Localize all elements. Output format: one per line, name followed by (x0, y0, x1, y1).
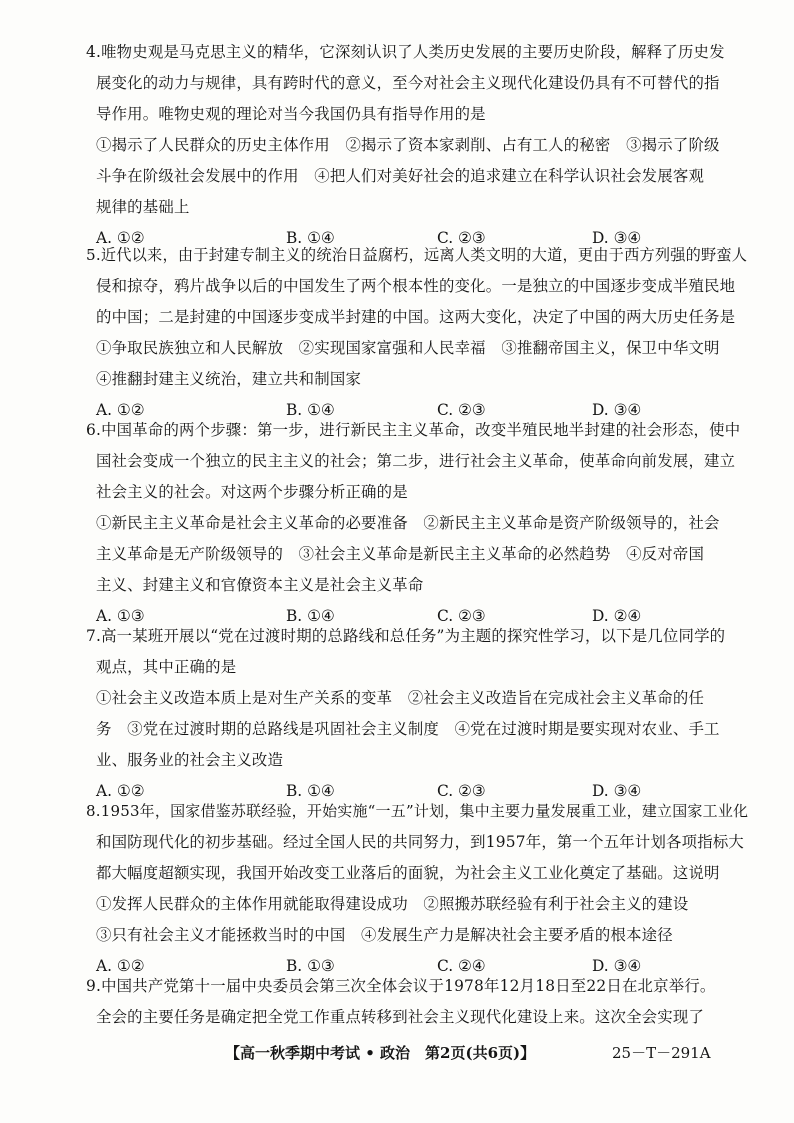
question-text-line: 展变化的动力与规律，具有跨时代的意义，至今对社会主义现代化建设仍具有不可替代的指 (96, 74, 720, 92)
question-text-line: 主义革命是无产阶级领导的 ③社会主义革命是新民主主义革命的必然趋势 ④反对帝国 (96, 545, 705, 563)
question-text-line: 侵和掠夺，鸦片战争以后的中国发生了两个根本性的变化。一是独立的中国逐步变成半殖民地 (96, 277, 736, 295)
answer-option: A. ①② (96, 229, 145, 247)
question-stem: 5.近代以来，由于封建专制主义的统治日益腐朽，远离人类文明的大道，更由于西方列强的野蛮人 (86, 246, 748, 264)
answer-option: C. ②④ (437, 957, 486, 975)
answer-option: B. ①④ (286, 607, 335, 625)
question-text-line: 规律的基础上 (96, 198, 190, 216)
question-text-line: 都大幅度超额实现，我国开始改变工业落后的面貌，为社会主义工业化奠定了基础。这说明 (96, 864, 720, 882)
answer-option: A. ①③ (96, 607, 145, 625)
answer-option: B. ①④ (286, 229, 335, 247)
question-text-line: ③只有社会主义才能拯救当时的中国 ④发展生产力是解决社会主要矛盾的根本途径 (96, 926, 673, 944)
question-text-line: 主义、封建主义和官僚资本主义是社会主义革命 (96, 576, 424, 594)
question-text-line: 和国防现代化的初步基础。经过全国人民的共同努力，到1957年，第一个五年计划各项指标大 (96, 833, 745, 851)
question-stem: 9.中国共产党第十一届中央委员会第三次全体会议于1978年12月18日至22日在北京举行。 (86, 977, 716, 995)
answer-option: B. ①④ (286, 401, 335, 419)
page-footer: 【高一秋季期中考试 • 政治 第2页(共6页)】 (225, 1044, 536, 1062)
answer-option: A. ①② (96, 957, 145, 975)
question-stem: 8.1953年，国家借鉴苏联经验，开始实施“一五”计划，集中主要力量发展重工业，建立国家工业化 (86, 802, 749, 820)
question-text-line: ①发挥人民群众的主体作用就能取得建设成功 ②照搬苏联经验有利于社会主义的建设 (96, 895, 689, 913)
exam-code: 25－T－291A (612, 1044, 711, 1062)
question-text-line: 务 ③党在过渡时期的总路线是巩固社会主义制度 ④党在过渡时期是要实现对农业、手工 (96, 720, 720, 738)
question-stem: 6.中国革命的两个步骤：第一步，进行新民主主义革命，改变半殖民地半封建的社会形态，使中 (86, 421, 741, 439)
question-text-line: 业、服务业的社会主义改造 (96, 751, 284, 769)
question-text-line: 导作用。唯物史观的理论对当今我国仍具有指导作用的是 (96, 105, 486, 123)
answer-option: C. ②③ (437, 401, 486, 419)
question-stem: 7.高一某班开展以“党在过渡时期的总路线和总任务”为主题的探究性学习，以下是几位同学的 (86, 627, 726, 645)
question-text-line: ①社会主义改造本质上是对生产关系的变革 ②社会主义改造旨在完成社会主义革命的任 (96, 689, 705, 707)
question-text-line: ①揭示了人民群众的历史主体作用 ②揭示了资本家剥削、占有工人的秘密 ③揭示了阶级 (96, 136, 720, 154)
answer-option: B. ①④ (286, 782, 335, 800)
question-text-line: ①新民主主义革命是社会主义革命的必要准备 ②新民主主义革命是资产阶级领导的，社会 (96, 514, 720, 532)
question-text-line: 观点，其中正确的是 (96, 658, 237, 676)
question-text-line: 社会主义的社会。对这两个步骤分析正确的是 (96, 483, 408, 501)
answer-option: C. ②③ (437, 782, 486, 800)
question-text-line: ④推翻封建主义统治，建立共和制国家 (96, 370, 362, 388)
answer-option: D. ③④ (592, 957, 642, 975)
answer-option: B. ①③ (286, 957, 335, 975)
question-stem: 4.唯物史观是马克思主义的精华，它深刻认识了人类历史发展的主要历史阶段，解释了历史发 (86, 43, 725, 61)
answer-option: C. ②③ (437, 229, 486, 247)
question-text-line: ①争取民族独立和人民解放 ②实现国家富强和人民幸福 ③推翻帝国主义，保卫中华文明 (96, 339, 720, 357)
answer-option: D. ②④ (592, 607, 642, 625)
answer-option: D. ③④ (592, 782, 642, 800)
question-text-line: 的中国；二是封建的中国逐步变成半封建的中国。这两大变化，决定了中国的两大历史任务是 (96, 308, 736, 326)
question-text-line: 国社会变成一个独立的民主主义的社会；第二步，进行社会主义革命，使革命向前发展，建立 (96, 452, 736, 470)
question-text-line: 斗争在阶级社会发展中的作用 ④把人们对美好社会的追求建立在科学认识社会发展客观 (96, 167, 705, 185)
answer-option: A. ①② (96, 401, 145, 419)
answer-option: D. ③④ (592, 229, 642, 247)
answer-option: D. ③④ (592, 401, 642, 419)
question-text-line: 全会的主要任务是确定把全党工作重点转移到社会主义现代化建设上来。这次全会实现了 (96, 1008, 705, 1026)
answer-option: C. ②③ (437, 607, 486, 625)
answer-option: A. ①② (96, 782, 145, 800)
